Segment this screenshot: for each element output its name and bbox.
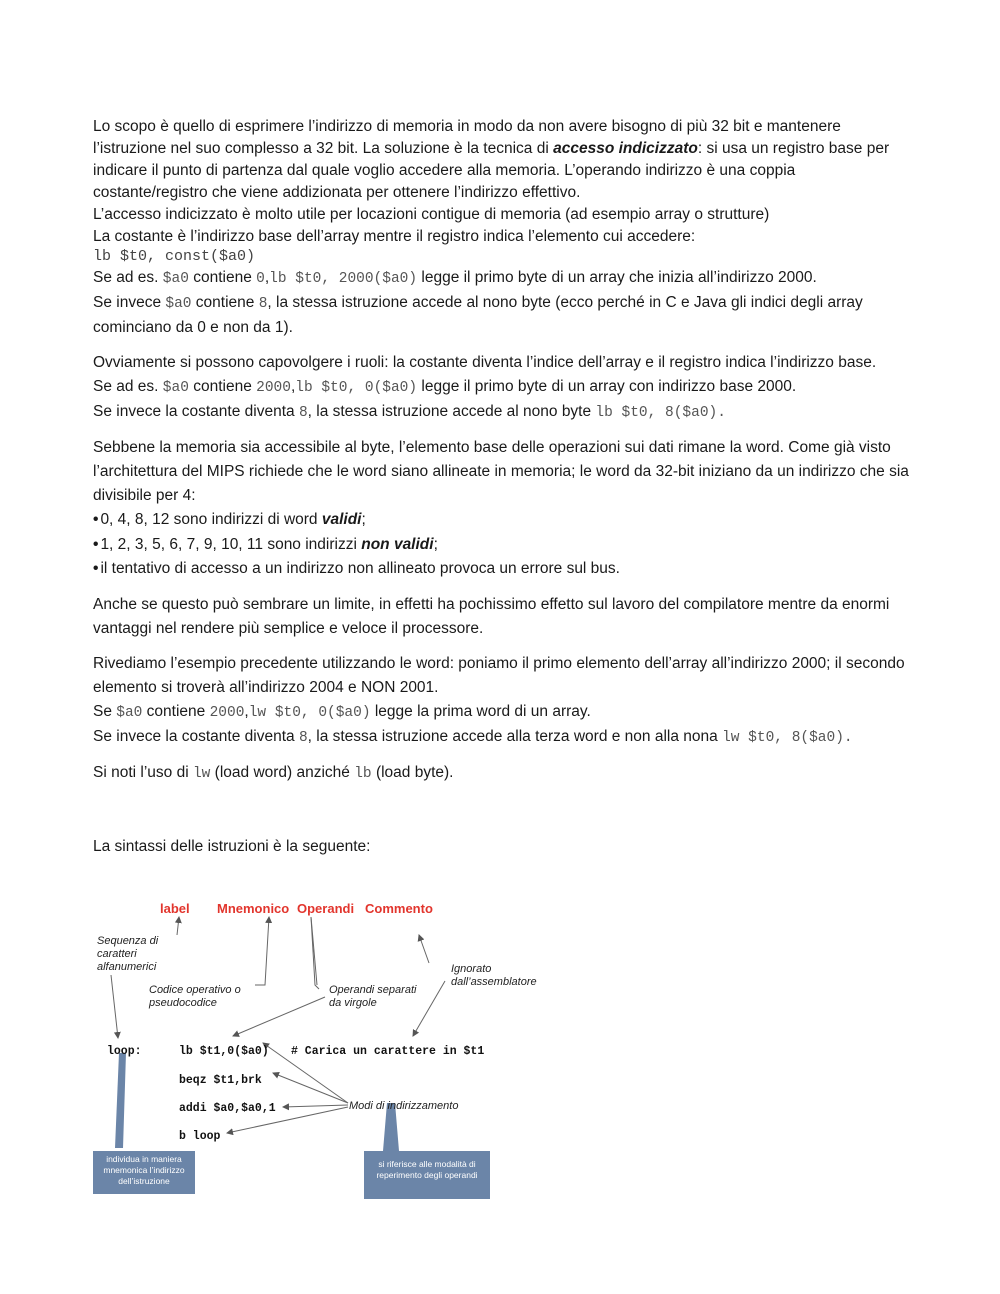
paragraph: Si noti l’uso di lw (load word) anziché lb (load byte). — [93, 763, 454, 782]
note-ignored: Ignorato dall’assemblatore — [451, 963, 537, 988]
list-item: • 1, 2, 3, 5, 6, 7, 9, 10, 11 sono indirizzi non validi; — [93, 535, 438, 553]
paragraph: L’accesso indicizzato è molto utile per locazioni contigue di memoria (ad esempio array o strutture) — [93, 206, 770, 223]
paragraph: Rivediamo l’esempio precedente utilizzando le word: poniamo il primo elemento dell’array all’indirizzo 2000; il secondo elemento si troverà all’indirizzo 2004 e NON 2001. — [93, 654, 905, 696]
callout-label: individua in maniera mnemonica l’indirizzo dell’istruzione — [93, 1151, 195, 1194]
paragraph — [93, 116, 913, 204]
pointer-left — [115, 1053, 126, 1148]
document-body — [93, 116, 913, 858]
list-item: • 0, 4, 8, 12 sono indirizzi di word validi; — [93, 511, 366, 528]
code-line: lb $t1,0($a0) — [179, 1045, 269, 1058]
code-line: lb $t0, const($a0) — [93, 248, 256, 265]
code-comment: # Carica un carattere in $t1 — [291, 1045, 485, 1058]
syntax-diagram — [93, 893, 537, 1198]
paragraph: Ovviamente si possono capovolgere i ruoli: la costante diventa l’indice dell’array e il registro indica l’indirizzo base. — [93, 354, 877, 371]
paragraph: Se ad es. $a0 contiene 2000,lb $t0, 0($a0) legge il primo byte di un array con indirizzo base 2000. — [93, 378, 797, 396]
paragraph: Se invece la costante diventa 8, la stessa istruzione accede alla terza word e non alla nona lw $t0, 8($a0). — [93, 727, 853, 746]
paragraph: La sintassi delle istruzioni è la seguente: — [93, 837, 371, 855]
label-label: label — [160, 901, 190, 916]
text: : si usa un registro base per indicare il punto di partenza dal quale voglio accedere alla memoria. L’operando indirizzo è una coppia costante/registro che viene addizionata per ottenere l’indirizzo effettivo. — [93, 140, 890, 201]
callout-modes: si riferisce alle modalità di reperimento degli operandi — [364, 1151, 490, 1199]
label-commento: Commento — [365, 901, 433, 916]
code-line: b loop — [179, 1130, 221, 1143]
note-opcode: Codice operativo o pseudocodice — [149, 984, 241, 1009]
emphasis: accesso indicizzato — [553, 140, 698, 157]
paragraph: Se $a0 contiene 2000,lw $t0, 0($a0) legge la prima word di un array. — [93, 702, 591, 721]
text: Lo scopo è quello di esprimere l’indirizzo di memoria in modo da non avere bisogno di più 32 bit e mantenere l’istruzione nel suo complesso a 32 bit. La soluzione è la tecnica di — [93, 118, 841, 157]
note-addressing-modes: Modi di indirizzamento — [349, 1100, 459, 1112]
paragraph: La costante è l’indirizzo base dell’array mentre il registro indica l’elemento cui accedere: — [93, 228, 696, 245]
label-operandi: Operandi — [297, 901, 355, 916]
code-label: loop: — [107, 1045, 142, 1058]
paragraph: Sebbene la memoria sia accessibile al byte, l’elemento base delle operazioni sui dati rimane la word. Come già visto l’architettura del MIPS richiede che le word siano allineate in memoria; le word da 32-bit iniziano da un indirizzo che sia divisibile per 4: — [93, 439, 909, 504]
code-line: addi $a0,$a0,1 — [179, 1102, 276, 1115]
paragraph: Se ad es. $a0 contiene 0,lb $t0, 2000($a0) legge il primo byte di un array che inizia all’indirizzo 2000. — [93, 269, 817, 287]
label-mnemonico: Mnemonico — [217, 901, 290, 916]
code-line: beqz $t1,brk — [179, 1074, 262, 1087]
paragraph: Se invece la costante diventa 8, la stessa istruzione accede al nono byte lb $t0, 8($a0). — [93, 403, 726, 421]
note-sequence: Sequenza di caratteri alfanumerici — [97, 935, 159, 973]
list-item: • il tentativo di accesso a un indirizzo non allineato provoca un errore sul bus. — [93, 560, 620, 577]
paragraph: Se invece $a0 contiene 8, la stessa istruzione accede al nono byte (ecco perché in C e Java gli indici degli array cominciano da 0 e non da 1). — [93, 294, 863, 336]
paragraph: Anche se questo può sembrare un limite, in effetti ha pochissimo effetto sul lavoro del compilatore mentre da enormi vantaggi nel rendere più semplice e veloce il processore. — [93, 595, 890, 637]
note-operands: Operandi separati da virgole — [329, 984, 417, 1009]
